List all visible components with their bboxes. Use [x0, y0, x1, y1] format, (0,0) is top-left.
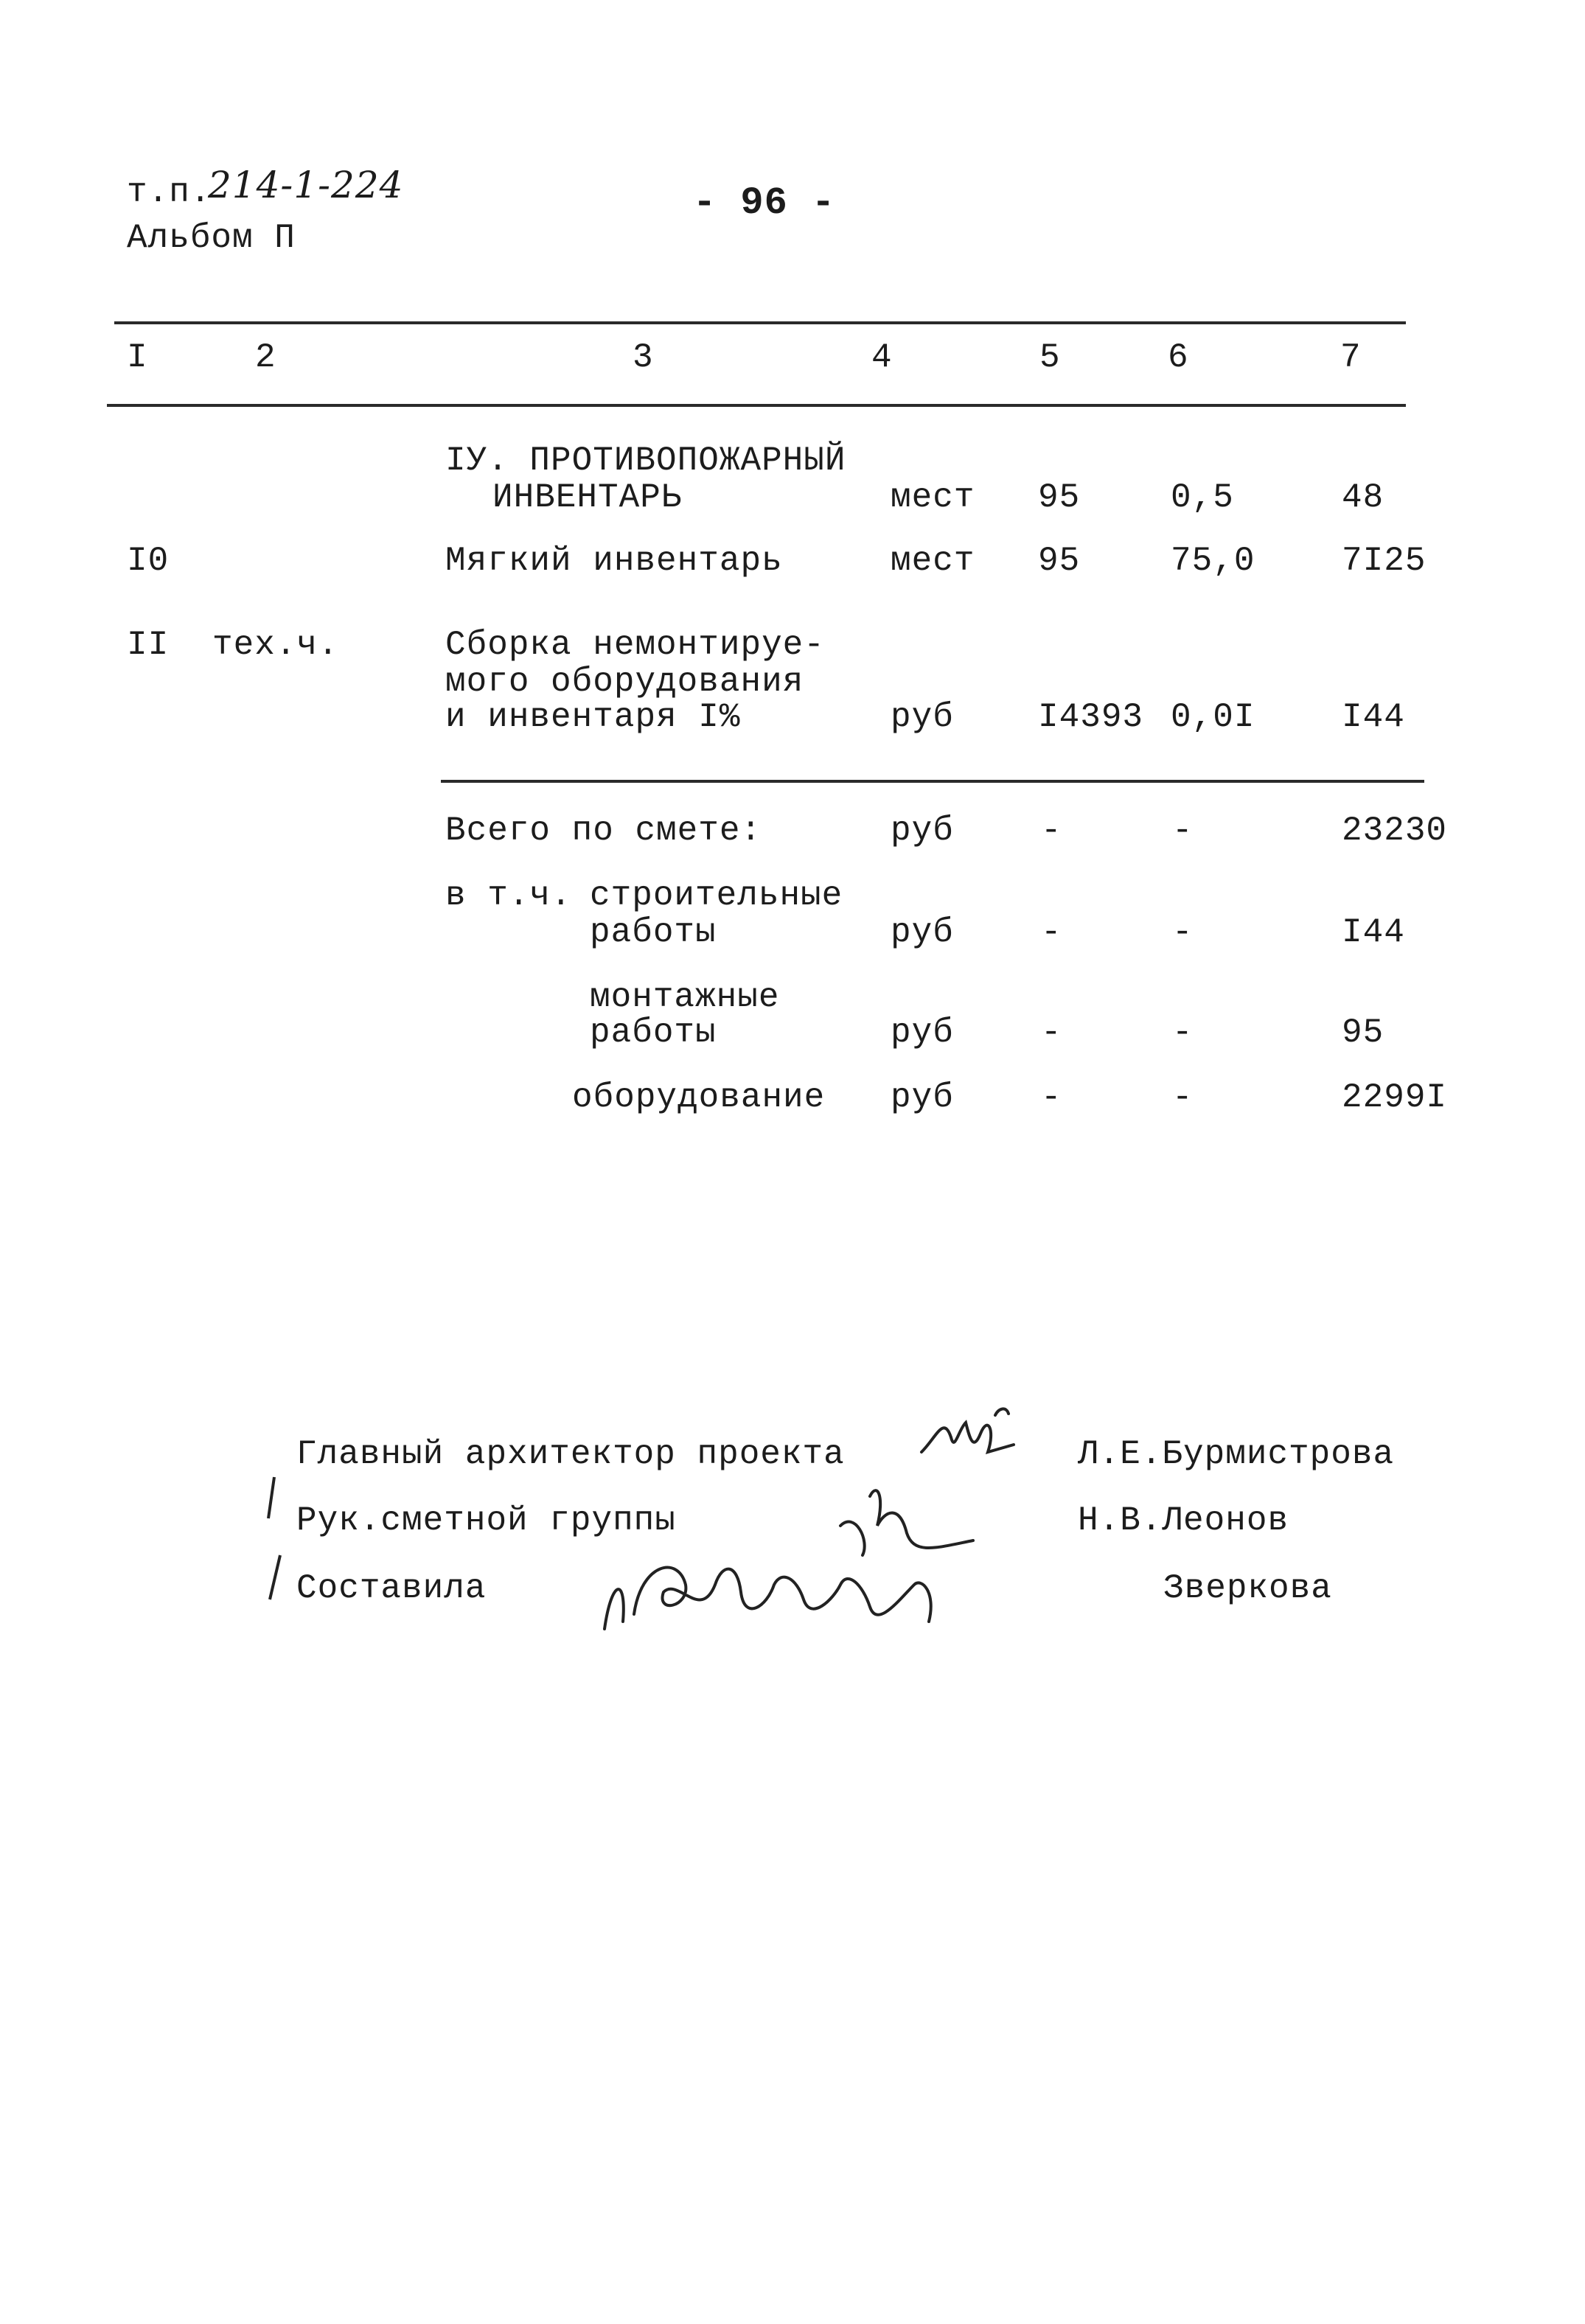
signer-name: Зверкова	[1163, 1569, 1332, 1608]
price-cell: 0,5	[1171, 478, 1234, 517]
qty-cell: -	[1041, 913, 1062, 952]
unit-cell: руб	[891, 1013, 954, 1052]
column-header: 4	[871, 338, 893, 377]
unit-cell: руб	[891, 913, 954, 952]
project-number: 214-1-224	[208, 164, 404, 206]
qty-cell: -	[1041, 1013, 1062, 1052]
totals-name: монтажные	[590, 978, 780, 1016]
price-cell: -	[1172, 812, 1194, 850]
totals-name: Всего по смете:	[445, 812, 762, 850]
header-bottom-rule	[107, 404, 1406, 407]
signer-role: Рук.сметной группы	[296, 1501, 676, 1540]
signer-name: Н.В.Леонов	[1078, 1501, 1289, 1540]
total-cell: I44	[1342, 913, 1405, 952]
signer-role: Составила	[296, 1569, 487, 1608]
total-cell: 2299I	[1342, 1078, 1448, 1117]
basis-cell: тех.ч.	[212, 626, 339, 664]
price-cell: -	[1172, 1078, 1194, 1117]
unit-cell: мест	[891, 542, 975, 580]
totals-name: работы	[590, 1013, 717, 1052]
tick-marks	[251, 1474, 295, 1622]
column-header: 7	[1340, 338, 1362, 377]
unit-cell: руб	[891, 1078, 954, 1117]
unit-cell: мест	[891, 478, 975, 517]
totals-name: работы	[590, 913, 717, 952]
total-cell: 7I25	[1342, 542, 1426, 580]
item-name-line: ИНВЕНТАРЬ	[492, 478, 683, 517]
price-cell: 0,0I	[1171, 698, 1255, 736]
column-header: 2	[255, 338, 276, 377]
price-cell: 75,0	[1171, 542, 1255, 580]
item-name-line: Мягкий инвентарь	[445, 542, 783, 580]
column-header: 3	[633, 338, 654, 377]
page-number: - 96 -	[693, 181, 836, 225]
row-number: I0	[127, 542, 170, 580]
qty-cell: 95	[1038, 542, 1081, 580]
item-name-line: мого оборудования	[445, 663, 804, 701]
qty-cell: 95	[1038, 478, 1081, 517]
column-header: 5	[1039, 338, 1061, 377]
column-header: I	[127, 338, 148, 377]
item-name-line: IУ. ПРОТИВОПОЖАРНЫЙ	[445, 442, 846, 480]
total-cell: 23230	[1342, 812, 1448, 850]
total-cell: I44	[1342, 698, 1405, 736]
item-name-line: Сборка немонтируе-	[445, 626, 825, 664]
item-name-line: и инвентаря I%	[445, 698, 741, 736]
total-cell: 95	[1342, 1013, 1384, 1052]
qty-cell: -	[1041, 812, 1062, 850]
album-label: Альбом П	[127, 219, 296, 257]
totals-rule	[441, 780, 1424, 783]
signature-mark	[590, 1533, 973, 1651]
totals-name: строительные	[590, 876, 843, 915]
signer-name: Л.Е.Бурмистрова	[1078, 1435, 1395, 1473]
price-cell: -	[1172, 913, 1194, 952]
price-cell: -	[1172, 1013, 1194, 1052]
total-cell: 48	[1342, 478, 1384, 517]
row-number: II	[127, 626, 170, 664]
table-top-rule	[114, 321, 1406, 324]
signer-role: Главный архитектор проекта	[296, 1435, 845, 1473]
column-header: 6	[1168, 338, 1189, 377]
project-prefix: т.п.	[127, 173, 212, 212]
totals-name: оборудование	[572, 1078, 826, 1117]
unit-cell: руб	[891, 812, 954, 850]
qty-cell: -	[1041, 1078, 1062, 1117]
signature-mark	[914, 1400, 1025, 1474]
unit-cell: руб	[891, 698, 954, 736]
qty-cell: I4393	[1038, 698, 1144, 736]
totals-prefix: в т.ч.	[445, 876, 572, 915]
